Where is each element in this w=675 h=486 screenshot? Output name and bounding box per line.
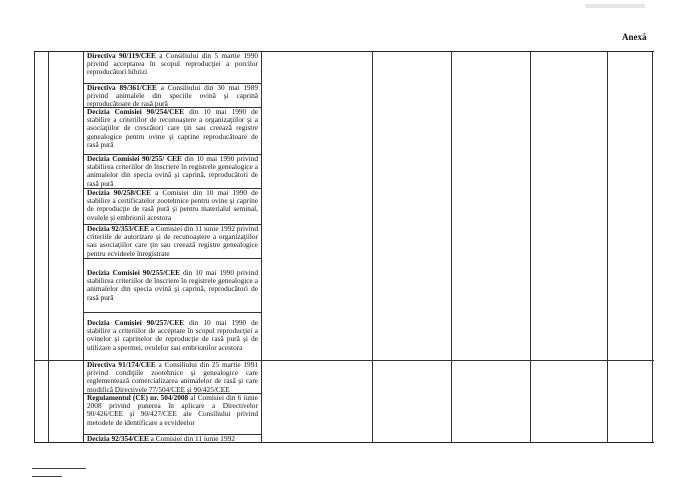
table-row (84, 155, 260, 189)
table-row (84, 259, 260, 313)
annex-label: Anexă (622, 32, 647, 42)
table-row (84, 361, 260, 394)
act-title: Decizia 90/258/CEE (87, 189, 152, 197)
column-border (607, 52, 608, 442)
act-description: a Comisiei din 11 iunie 1992 privind criteriile de autorizare şi de recunoaştere a organizaţiilor sau asociaţiilor care ţin sau creează registre genealogice pentru ecvideele înregistrate (87, 225, 258, 258)
act-title: Decizia 92/354/CEE (87, 435, 149, 443)
act-description: a Comisiei din 11 iunie 1992 (148, 435, 235, 443)
column-border (530, 52, 531, 442)
act-title: Directiva 89/361/CEE (87, 84, 157, 92)
footnote-separator (32, 468, 86, 469)
act-description: a Consiliului din 25 martie 1991 privind condiţiile zootehnice şi genealogice care reglementează comercializarea animalelor de rasă şi care modifică Directivele 77/504/CEE şi 90/425/CEE (87, 361, 258, 394)
table-row (84, 435, 260, 445)
act-title: Directiva 91/174/CEE (87, 361, 156, 369)
act-description: din 10 mai 1990 de stabilire a criteriilor de acceptare în scopul reproducţiei a ovinelor şi caprinelor de reproducţie de rasă pură şi de utilizare a spermei, ovulelor sau embrionilor acestora (87, 318, 258, 352)
table-row (84, 394, 260, 435)
table-row (84, 189, 260, 225)
table-row (84, 52, 260, 84)
column-border (372, 52, 373, 442)
table-row (84, 313, 260, 361)
column-border (451, 52, 452, 442)
act-title: Decizia Comisiei 90/257/CEE (87, 318, 185, 327)
column-border (261, 52, 262, 442)
act-title: Directiva 90/119/CEE (87, 52, 156, 60)
scan-artifact (585, 4, 645, 8)
column-border (48, 52, 49, 442)
act-description: din 10 mai 1990 de stabilire a criteriilor de recunoaştere a organizaţiilor şi a asociaţiilor de crescători care ţin sau creează registre genealogice pentru ovine şi caprine reproducătoare de rasă pură (87, 108, 258, 149)
act-title: Regulamentul (CE) nr. 504/2008 (87, 394, 189, 402)
act-description: al Comisiei din 6 iunie 2008 privind punerea în aplicare a Directivelor 90/426/CEE şi 90/427/CEE ale Consiliului privind metodele de identificare a ecvideelor (87, 394, 258, 427)
act-description: din 10 mai 1990 privind stabilirea criteriilor de înscriere în registrele genealogice a animalelor din specia ovină şi caprină, reproducători de rasă pură (87, 155, 258, 188)
act-description: a Consiliului din 30 mai 1989 privind animalele din speciile ovină şi caprină reproducătoare de rasă pură (87, 84, 258, 108)
act-description: a Consiliului din 5 martie 1990 privind acceptarea în scopul reproducţiei a porcilor reproducători hibrizi (87, 52, 258, 77)
act-title: Decizia Comisiei 90/254/CEE (87, 108, 185, 116)
act-title: Decizia Comisiei 90/255/ CEE (87, 155, 182, 163)
legislation-column (84, 52, 260, 445)
act-title: Decizia Comisiei 90/255/CEE (87, 268, 181, 277)
column-border (652, 52, 653, 442)
footnote-separator (32, 476, 62, 477)
act-description: a Comisiei din 10 mai 1990 de stabilire a certificatelor zootehnice pentru ovine şi caprine de reproducţie de rasă pură şi pentru materialul seminal, ovulele şi embrionii acestora (87, 189, 258, 222)
table-row (84, 84, 260, 108)
table-row (84, 225, 260, 259)
act-description: din 10 mai 1990 privind stabilirea criteriilor de înscriere în registrele genealogice a animalelor din specia ovină şi caprină, reproducători de rasă pură (87, 268, 259, 302)
table-row (84, 108, 260, 155)
column-border (34, 52, 35, 442)
act-title: Decizia 92/353/CEE (87, 225, 149, 233)
